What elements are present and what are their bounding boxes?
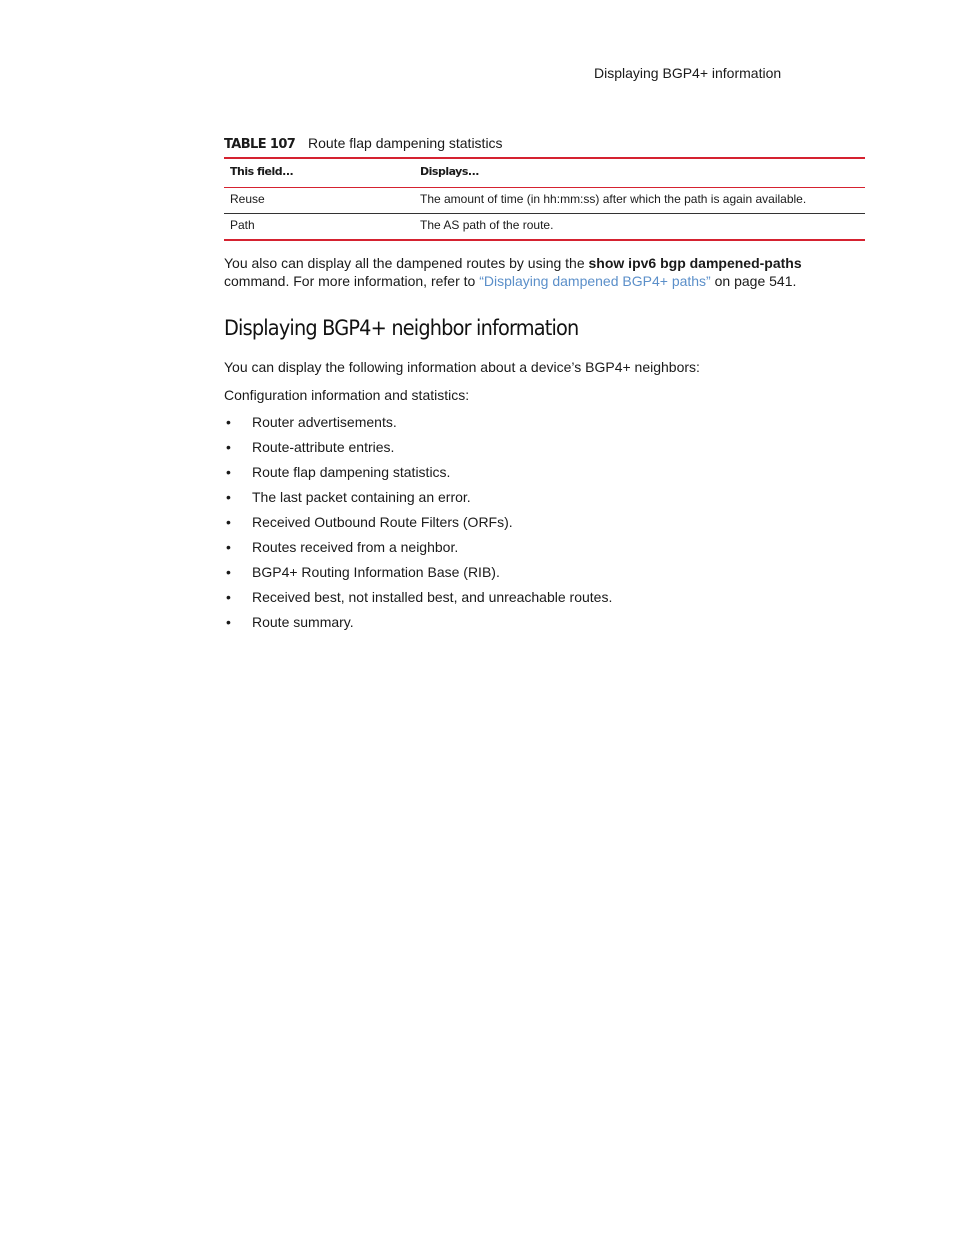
table-header-row bbox=[224, 158, 865, 188]
section-title: Displaying BGP4+ neighbor information bbox=[224, 316, 579, 340]
bullet-icon: • bbox=[226, 539, 231, 555]
list-item bbox=[224, 563, 612, 588]
table-column-header: Displays... bbox=[420, 164, 479, 178]
list-item-text: Received Outbound Route Filters (ORFs). bbox=[252, 514, 513, 530]
table-cell-description: The AS path of the route. bbox=[420, 218, 554, 232]
bullet-icon: • bbox=[226, 439, 231, 455]
list-item-text: Route flap dampening statistics. bbox=[252, 464, 451, 480]
table-cell-field: Reuse bbox=[230, 192, 265, 206]
bullet-icon: • bbox=[226, 464, 231, 480]
bullet-icon: • bbox=[226, 489, 231, 505]
section-intro: You can display the following information about a device’s BGP4+ neighbors: bbox=[224, 359, 700, 375]
bullet-icon: • bbox=[226, 514, 231, 530]
list-item-text: Router advertisements. bbox=[252, 414, 397, 430]
route-flap-dampening-table bbox=[224, 157, 865, 241]
bullet-icon: • bbox=[226, 589, 231, 605]
list-item-text: Route-attribute entries. bbox=[252, 439, 395, 455]
list-item bbox=[224, 538, 612, 563]
list-item-text: Received best, not installed best, and unreachable routes. bbox=[252, 589, 613, 605]
paragraph-text: on page 541. bbox=[710, 273, 797, 289]
table-cell-field: Path bbox=[230, 218, 255, 232]
bullet-icon: • bbox=[226, 614, 231, 630]
list-item-text: Route summary. bbox=[252, 614, 354, 630]
list-item bbox=[224, 413, 612, 438]
paragraph-text: command. For more information, refer to bbox=[224, 273, 480, 289]
list-item-text: Routes received from a neighbor. bbox=[252, 539, 459, 555]
table-column-header: This field... bbox=[230, 164, 294, 178]
bullet-list bbox=[224, 413, 612, 638]
table-cell-description: The amount of time (in hh:mm:ss) after which the path is again available. bbox=[420, 192, 807, 206]
paragraph-text: You also can display all the dampened routes by using the bbox=[224, 255, 589, 271]
dampened-routes-paragraph bbox=[224, 254, 865, 290]
table-row bbox=[224, 214, 865, 241]
bullet-icon: • bbox=[226, 414, 231, 430]
table-caption bbox=[224, 135, 503, 152]
table-title: Route flap dampening statistics bbox=[308, 135, 503, 151]
list-item bbox=[224, 513, 612, 538]
section-subintro: Configuration information and statistics: bbox=[224, 387, 470, 403]
table-row bbox=[224, 188, 865, 214]
list-item-text: BGP4+ Routing Information Base (RIB). bbox=[252, 564, 500, 580]
list-item bbox=[224, 613, 612, 638]
list-item bbox=[224, 588, 612, 613]
list-item-text: The last packet containing an error. bbox=[252, 489, 471, 505]
running-header: Displaying BGP4+ information bbox=[594, 65, 782, 81]
list-item bbox=[224, 438, 612, 463]
bullet-icon: • bbox=[226, 564, 231, 580]
command-text: show ipv6 bgp dampened-paths bbox=[588, 255, 802, 271]
list-item bbox=[224, 463, 612, 488]
cross-reference-link[interactable]: “Displaying dampened BGP4+ paths” bbox=[479, 273, 711, 289]
list-item bbox=[224, 488, 612, 513]
table-number: TABLE 107 bbox=[224, 137, 296, 152]
